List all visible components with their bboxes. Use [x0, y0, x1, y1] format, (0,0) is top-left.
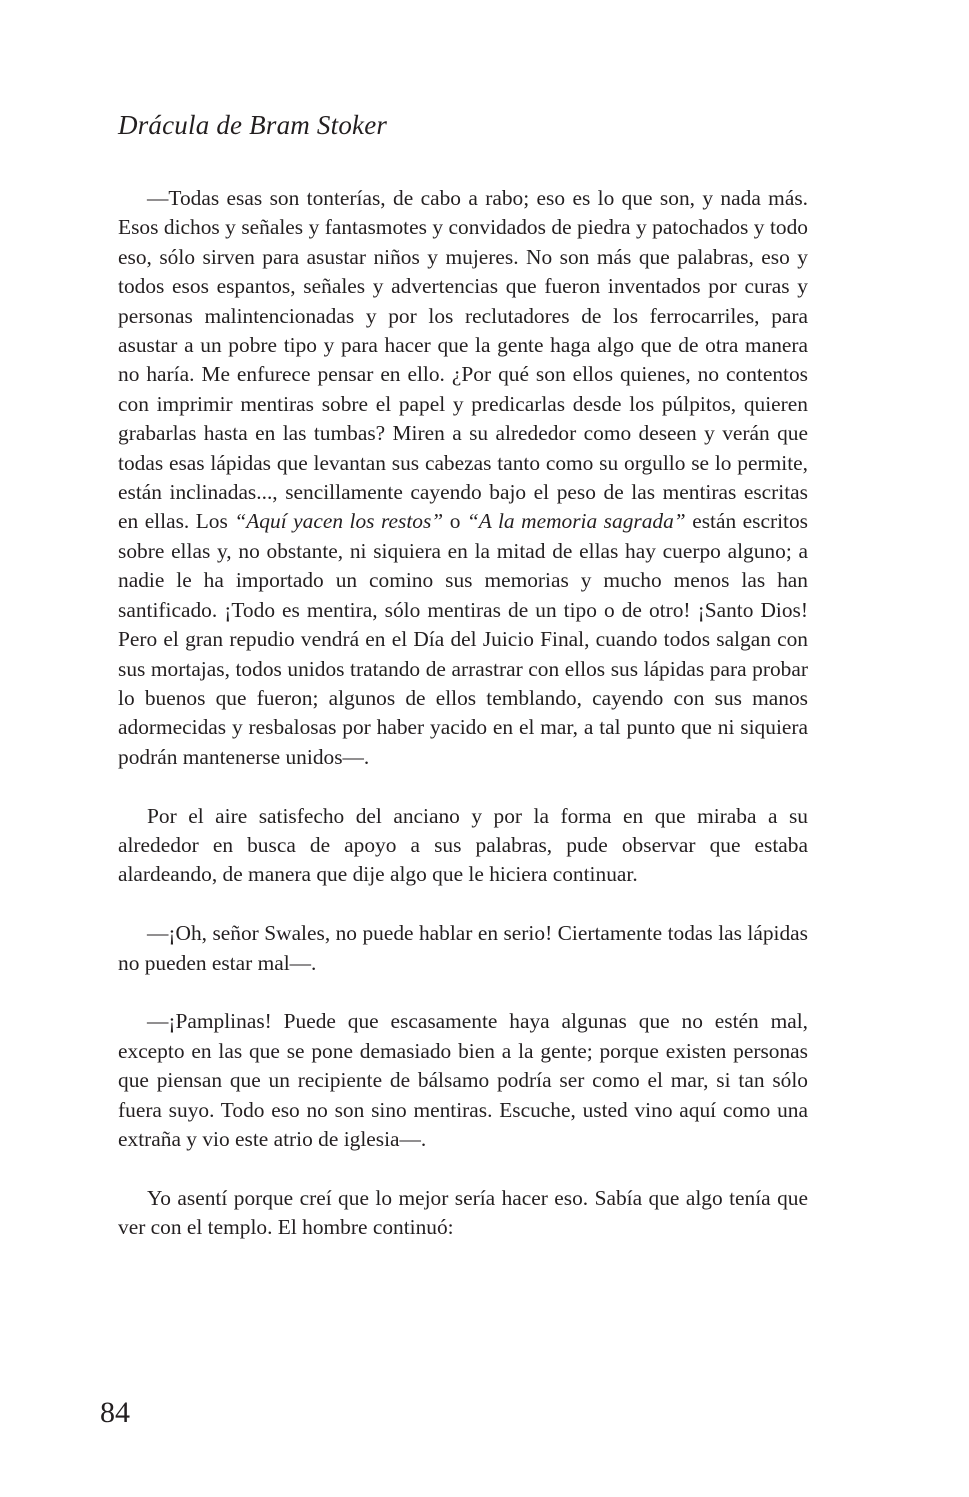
paragraph-2: Por el aire satisfecho del anciano y por la forma en que miraba a su alrededor en busca de apoyo a sus palabras, pude observar que estaba alardeando, de manera que dije algo que le hiciera continuar. — [118, 803, 808, 887]
paragraph-4: —¡Pamplinas! Puede que escasamente haya algunas que no estén mal, excepto en las que se pone demasiado bien a la gente; porque existen personas que piensan que un recipiente de bálsamo podría ser como el mar, si tan sólo fuera suyo. Todo eso no son sino mentiras. Escuche, usted vino aquí como una extraña y vio este atrio de iglesia—. — [118, 1009, 808, 1151]
body-text — [118, 184, 808, 1243]
page-number: 84 — [100, 1396, 130, 1429]
paragraph-5: Yo asentí porque creí que lo mejor sería hacer eso. Sabía que algo tenía que ver con el templo. El hombre continuó: — [118, 1185, 808, 1240]
paragraph-1 — [118, 184, 808, 772]
running-header-title: Drácula de Bram Stoker — [118, 110, 388, 140]
quote-aqui-yacen: “Aquí yacen los restos” — [234, 509, 444, 534]
quote-memoria-sagrada: “A la memoria sagrada” — [466, 509, 686, 534]
paragraph-1-part-a: —Todas esas son tonterías, de cabo a rabo; eso es lo que son, y nada más. Esos dichos y señales y fantasmotes y convidados de piedra y patochados y todo eso, sólo sirven para asustar niños y mujeres. No son más que palabras, eso y todos esos espantos, señales y advertencias que fueron inventados por curas y personas malintencionadas y por los reclutadores de los ferrocarriles, para asustar a un pobre tipo y para hacer que la gente haga algo que de otra manera no haría. Me enfurece pensar en ello. ¿Por qué son ellos quienes, no contentos con imprimir mentiras sobre el papel y predicarlas desde los púlpitos, quieren grabarlas hasta en las tumbas? Miren a su alrededor como deseen y verán que todas esas lápidas que levantan sus cabezas tanto como su orgullo se lo permite, están inclinadas..., sencillamente cayendo bajo el peso de las mentiras escritas en ellas. Los — [118, 186, 808, 534]
paragraph-3: —¡Oh, señor Swales, no puede hablar en serio! Ciertamente todas las lápidas no pueden estar mal—. — [118, 921, 808, 975]
paragraph-1-part-c: están escritos sobre ellas y, no obstante, ni siquiera en la mitad de ellas hay cuerpo alguno; a nadie le ha importado un comino sus memorias y mucho menos las han santificado. ¡Todo es mentira, sólo mentiras de un tipo o de otro! ¡Santo Dios! Pero el gran repudio vendrá en el Día del Juicio Final, cuando todos salgan con sus mortajas, todos unidos tratando de arrastrar con ellos sus lápidas para probar lo buenos que fueron; algunos de ellos temblando, cayendo con sus manos adormecidas y resbalosas por haber yacido en el mar, a tal punto que ni siquiera podrán mantenerse unidos—. — [118, 509, 809, 769]
paragraph-1-part-b: o — [443, 509, 467, 534]
